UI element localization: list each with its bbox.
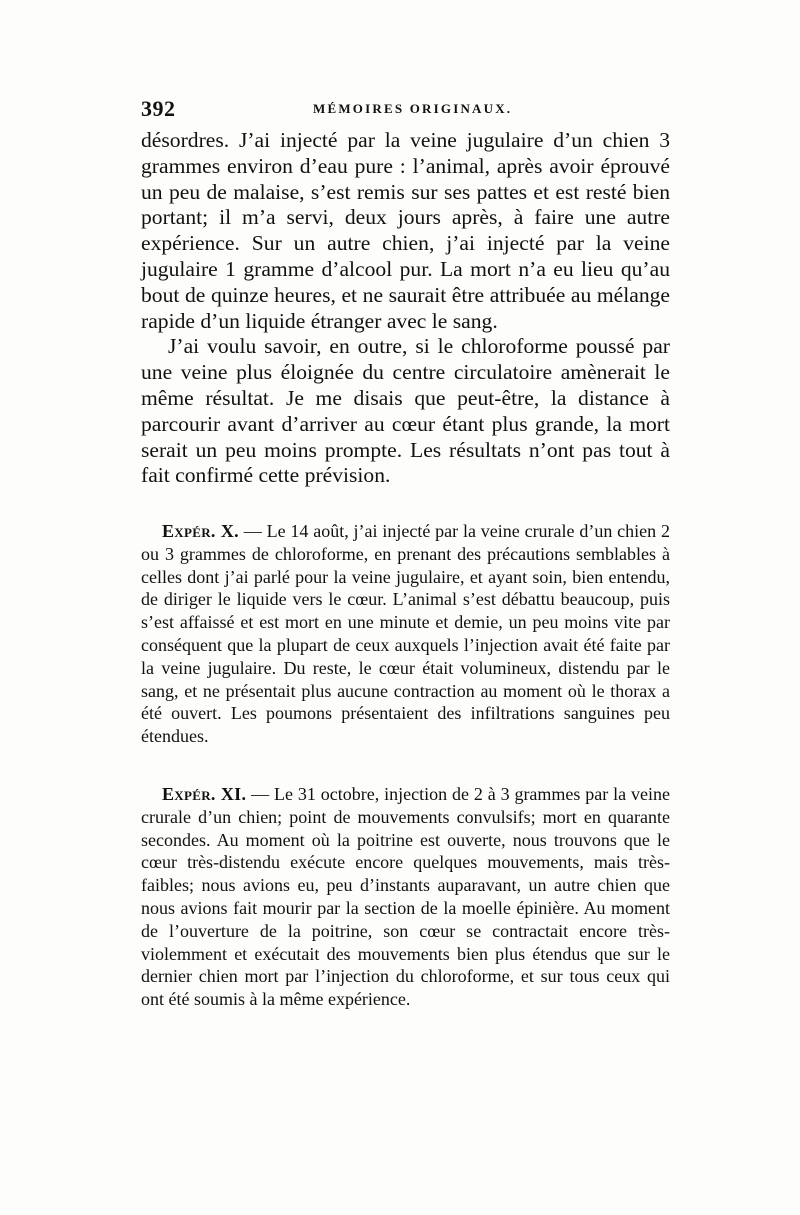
experiment-xi bbox=[141, 783, 670, 1011]
experiment-x bbox=[141, 520, 670, 748]
main-text bbox=[141, 128, 670, 489]
paragraph: J’ai voulu savoir, en outre, si le chloroforme poussé par une veine plus éloignée du centre circulatoire amènerait le même résultat. Je me disais que peut-être, la distance à parcourir avant d’arriver au cœur étant plus grande, la mort serait un peu moins prompte. Les résultats n’ont pas tout à fait confirmé cette prévision. bbox=[141, 334, 670, 488]
experiment-text: — Le 14 août, j’ai injecté par la veine crurale d’un chien 2 ou 3 grammes de chloroforme, en prenant des précautions semblables à celles dont j’ai parlé pour la veine jugulaire, et ayant soin, bien entendu, de diriger le liquide vers le cœur. L’animal s’est débattu beaucoup, puis s’est affaissé et est mort en une minute et demie, un peu moins vite par conséquent que la plupart de ceux auxquels l’injection avait été faite par la veine jugulaire. Du reste, le cœur était volumineux, distendu par le sang, et ne présentait plus aucune contraction au moment où le thorax a été ouvert. Les poumons présentaient des infiltrations sanguines peu étendues. bbox=[141, 521, 670, 747]
paragraph: désordres. J’ai injecté par la veine jugulaire d’un chien 3 grammes environ d’eau pure : l’animal, après avoir éprouvé un peu de malaise, s’est remis sur ses pattes et est resté bien portant; il m’a servi, deux jours après, à faire une autre expérience. Sur un autre chien, j’ai injecté par la veine jugulaire 1 gramme d’alcool pur. La mort n’a eu lieu qu’au bout de quinze heures, et ne saurait être attribuée au mélange rapide d’un liquide étranger avec le sang. bbox=[141, 128, 670, 333]
running-title: MÉMOIRES ORIGINAUX. bbox=[313, 101, 513, 116]
page-number: 392 bbox=[141, 96, 176, 121]
page-header bbox=[141, 96, 671, 126]
experiment-label: Expér. X. bbox=[162, 521, 239, 541]
experiment-paragraph bbox=[141, 783, 670, 1011]
experiment-text: — Le 31 octobre, injection de 2 à 3 grammes par la veine crurale d’un chien; point de mouvements convulsifs; mort en quarante secondes. Au moment où la poitrine est ouverte, nous trouvons que le cœur très-distendu exécute encore quelques mouvements, mais très-faibles; nous avions eu, peu d’instants auparavant, un autre chien que nous avions fait mourir par la section de la moelle épinière. Au moment de l’ouverture de la poitrine, son cœur se contractait encore très-violemment et exécutait des mouvements bien plus étendus que sur le dernier chien mort par l’injection du chloroforme, et sur tous ceux qui ont été soumis à la même expérience. bbox=[141, 784, 670, 1010]
experiment-label: Expér. XI. bbox=[162, 784, 247, 804]
experiment-paragraph bbox=[141, 520, 670, 748]
